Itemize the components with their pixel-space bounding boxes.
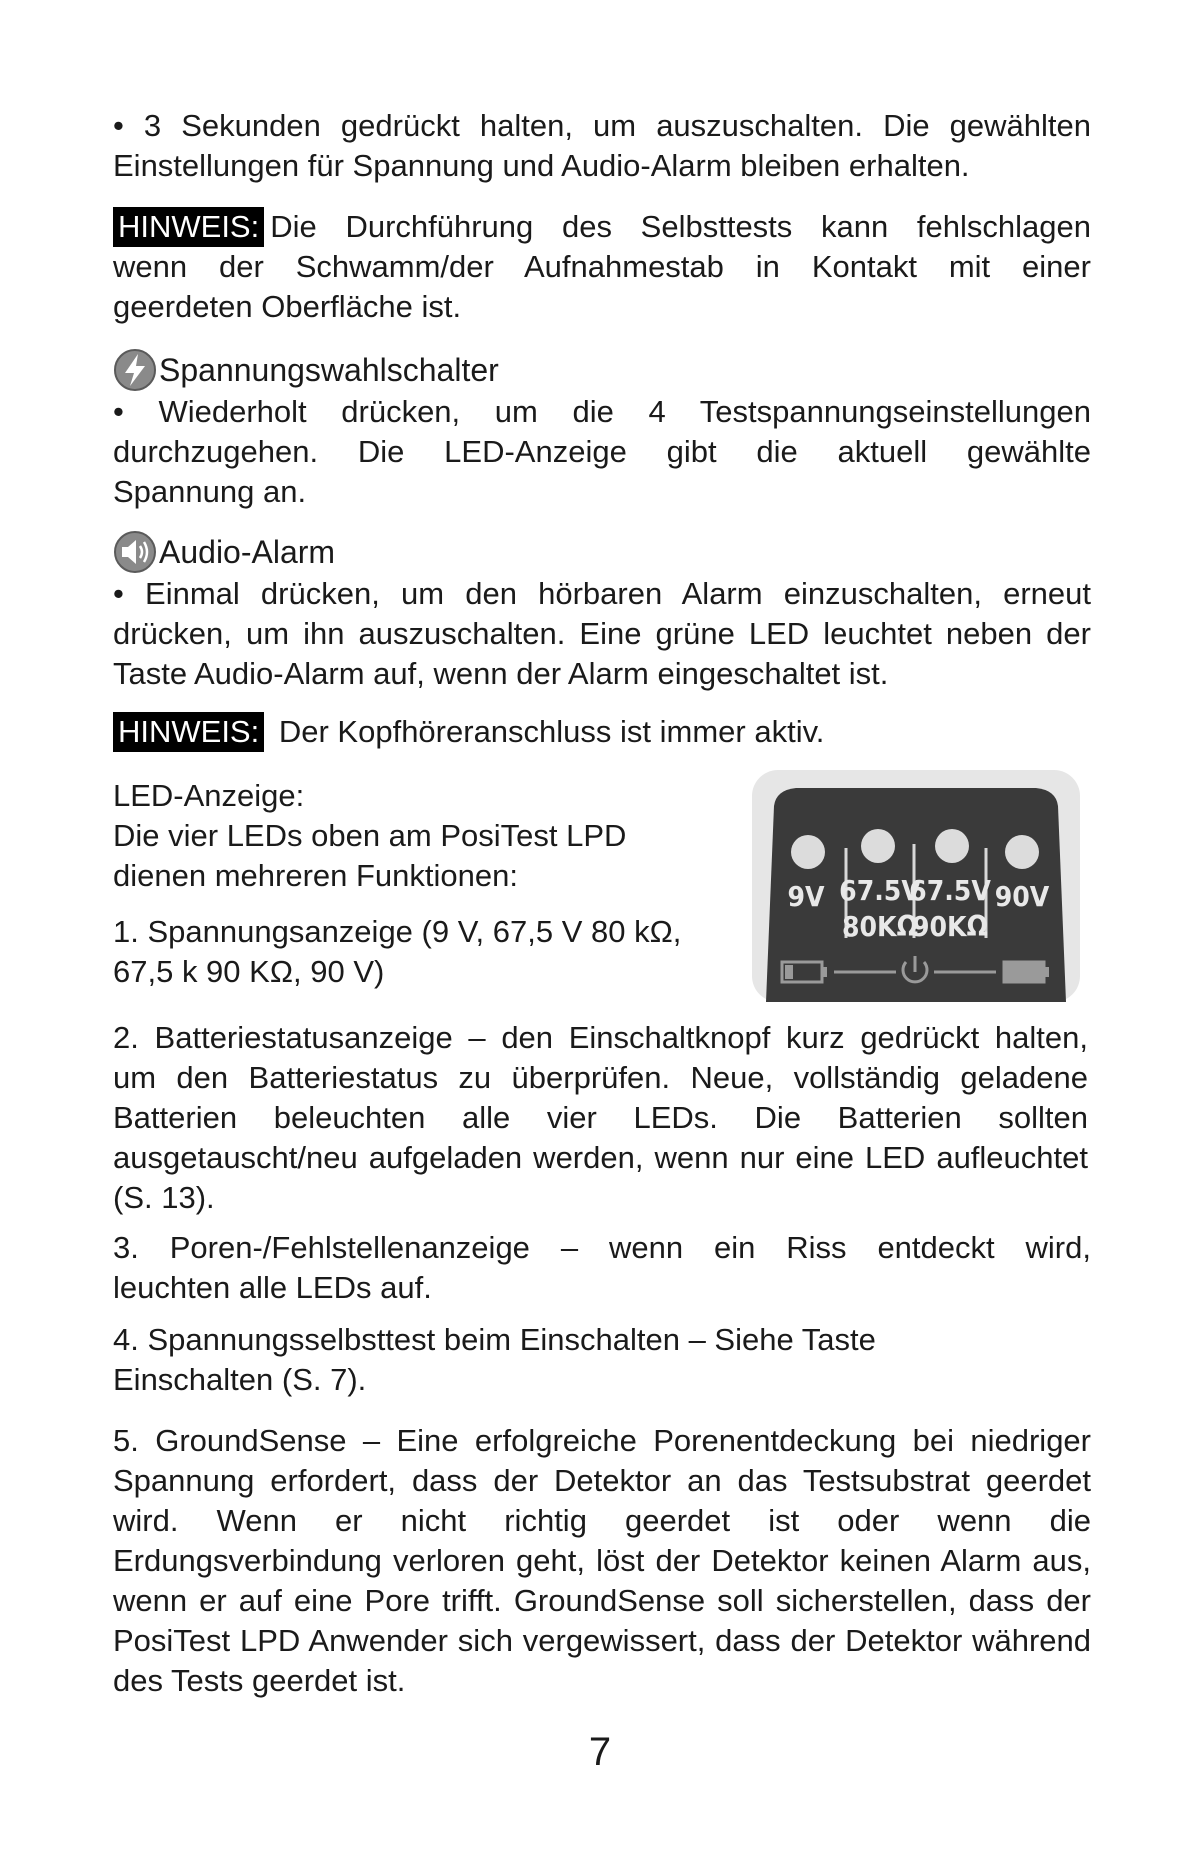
hinweis-badge: HINWEIS: xyxy=(113,712,264,752)
note-self-test-line-2: wenn der Schwamm/der Aufnahmestab in Kontakt mit einer xyxy=(113,249,1091,284)
voltage-switch-heading-row xyxy=(113,348,1091,392)
led-section-intro-line-2: dienen mehreren Funktionen: xyxy=(113,858,518,893)
audio-alarm-heading-row xyxy=(113,530,1091,574)
led-item-4-text: 4. Spannungsselbsttest beim Einschalten – Siehe Taste Einschalten (S. 7). xyxy=(113,1322,876,1397)
led-item-4 xyxy=(113,1320,1003,1400)
led-item-2-text: 2. Batteriestatusanzeige – den Einschaltknopf kurz gedrückt halten, um den Batteriestatus zu überprüfen. Neue, vollständig geladene Batterien beleuchten alle vier LEDs. Die Batterien sollten ausgetauscht/neu aufgeladen werden, wenn nur eine LED aufleuchtet (S. 13). xyxy=(113,1020,1088,1215)
led-item-3 xyxy=(113,1228,1091,1308)
led-item-1-line-1: 1. Spannungsanzeige (9 V, 67,5 V 80 kΩ, xyxy=(113,914,682,949)
voltage-switch-line-3: Spannung an. xyxy=(113,474,307,509)
led-sublabel-90k: 90KΩ xyxy=(912,910,988,943)
voltage-switch-line-1: • Wiederholt drücken, um die 4 Testspannungseinstellungen xyxy=(113,394,1091,429)
led-section-intro xyxy=(113,776,733,992)
audio-alarm-section xyxy=(113,530,1091,694)
intro-line-2: Einstellungen für Spannung und Audio-Alarm bleiben erhalten. xyxy=(113,148,970,183)
led-sublabel-80k: 80KΩ xyxy=(842,910,918,943)
hinweis-badge: HINWEIS: xyxy=(113,207,264,247)
led-label-90v: 90V xyxy=(994,880,1050,913)
note-headphone xyxy=(113,712,1091,752)
led-item-5 xyxy=(113,1421,1091,1701)
led-label-9v: 9V xyxy=(787,880,825,913)
note-headphone-line xyxy=(113,712,1091,752)
led-panel-image xyxy=(752,770,1080,1002)
led-item-3-line-2: leuchten alle LEDs auf. xyxy=(113,1270,432,1305)
note-self-test-line-3: geerdeten Oberfläche ist. xyxy=(113,289,462,324)
led-section-heading: LED-Anzeige: xyxy=(113,778,305,813)
led-item-3-line-1: 3. Poren-/Fehlstellenanzeige – wenn ein Riss entdeckt wird, xyxy=(113,1230,1091,1265)
led-label-67-5v-a: 67.5V xyxy=(839,874,921,907)
intro-line-1: • 3 Sekunden gedrückt halten, um auszuschalten. Die gewählten xyxy=(113,108,1091,143)
led-label-67-5v-b: 67.5V xyxy=(909,874,991,907)
led-1 xyxy=(791,835,825,869)
led-4 xyxy=(1005,835,1039,869)
speaker-icon xyxy=(113,530,157,574)
audio-alarm-line-1: • Einmal drücken, um den hörbaren Alarm einzuschalten, erneut xyxy=(113,576,1091,611)
led-item-5-text: 5. GroundSense – Eine erfolgreiche Porenentdeckung bei niedriger Spannung erfordert, dass der Detektor an das Testsubstrat geerdet wird. Wenn er nicht richtig geerdet ist oder wenn die Erdungsverbindung verloren geht, löst der Detektor keinen Alarm aus, wenn er auf eine Pore trifft. GroundSense soll sicherstellen, dass der PosiTest LPD Anwender sich vergewissert, dass der Detektor während des Tests geerdet ist. xyxy=(113,1423,1091,1698)
led-item-1-line-2: 67,5 k 90 KΩ, 90 V) xyxy=(113,954,385,989)
voltage-switch-line-2: durchzugehen. Die LED-Anzeige gibt die aktuell gewählte xyxy=(113,434,1091,469)
audio-alarm-heading: Audio-Alarm xyxy=(159,534,336,570)
led-section-intro-line-1: Die vier LEDs oben am PosiTest LPD xyxy=(113,818,627,853)
lightning-icon xyxy=(113,348,157,392)
voltage-switch-section xyxy=(113,348,1091,512)
intro-paragraph xyxy=(113,106,1091,186)
battery-full-icon xyxy=(1004,962,1049,982)
led-panel-graphic xyxy=(752,770,1080,1002)
note-self-test-text-1: Die Durchführung des Selbsttests kann fehlschlagen xyxy=(270,209,1091,244)
led-3 xyxy=(935,829,969,863)
note-self-test xyxy=(113,207,1091,327)
audio-alarm-line-3: Taste Audio-Alarm auf, wenn der Alarm eingeschaltet ist. xyxy=(113,656,889,691)
voltage-switch-heading: Spannungswahlschalter xyxy=(159,352,499,388)
note-self-test-line-1 xyxy=(113,207,1091,247)
note-headphone-text: Der Kopfhöreranschluss ist immer aktiv. xyxy=(278,714,825,749)
led-item-2 xyxy=(113,1018,1088,1218)
led-2 xyxy=(861,829,895,863)
audio-alarm-line-2: drücken, um ihn auszuschalten. Eine grüne LED leuchtet neben der xyxy=(113,616,1091,651)
page-number: 7 xyxy=(588,1730,612,1774)
